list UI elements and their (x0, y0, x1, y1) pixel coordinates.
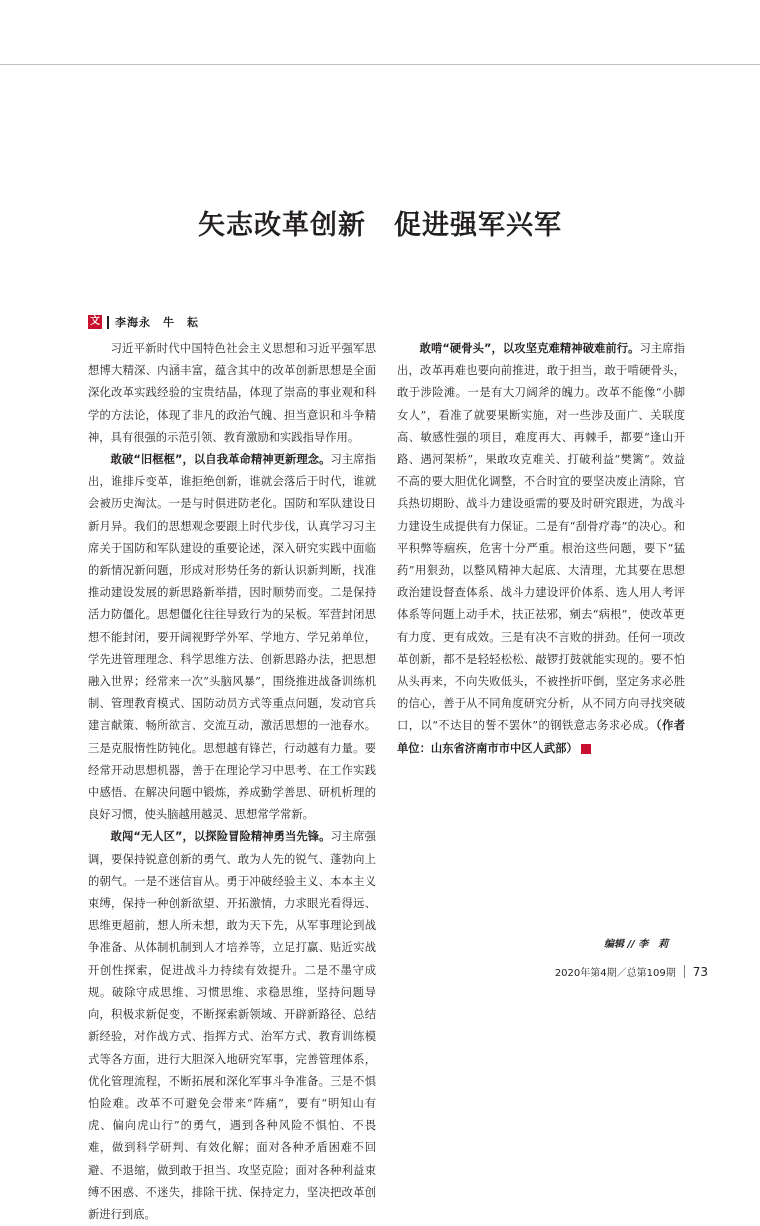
author-affiliation: （作者单位：山东省济南市市中区人武部） (397, 719, 685, 755)
page-footer (555, 964, 708, 979)
byline-tag: 文 (90, 316, 100, 327)
byline-divider (107, 316, 109, 329)
page-number: 73 (692, 964, 708, 979)
section-3-paragraph (397, 338, 685, 760)
article-title: 矢志改革创新 促进强军兴军 (198, 210, 562, 241)
header-rule (0, 64, 760, 65)
byline (88, 314, 199, 330)
section-1-paragraph (88, 449, 376, 826)
section-3-lead: 敢啃“硬骨头”，以攻坚克难精神破难前行。 (419, 342, 640, 355)
byline-authors: 李海永 牛 耘 (115, 316, 199, 329)
section-3-text: 习主席指出，改革再难也要向前推进，敢于担当，敢于啃硬骨头，敢于涉险滩。一是有大刀阔斧的魄力。改革不能像“小脚女人”，看准了就要果断实施，对一些涉及面广、关联度高、敏感性强的项目，难度再大、再棘手，都要“逢山开路、遇河架桥”，果敢攻克难关、打破利益“樊篱”。效益不高的要大胆优化调整，不合时宜的要坚决废止清除，官兵热切期盼、战斗力建设亟需的要及时研究跟进，为战斗力建设生成提供有力保证。二是有“刮骨疗毒”的决心。和平积弊等痼疾，危害十分严重。根治这些问题，要下“猛药”用狠劲，以整风精神大起底、大清理，尤其要在思想政治建设督查体系、战斗力建设评价体系、选人用人考评体系等问题上动手术，扶正祛邪，剜去“病根”，使改革更有力度、更有成效。三是有决不言败的拼劲。任何一项改革创新，都不是轻轻松松、敲锣打鼓就能实现的。要不怕从头再来，不向失败低头，不被挫折吓倒，坚定务求必胜的信心，善于从不同角度研究分析，从不同方向寻找突破口，以“不达目的誓不罢休”的钢铁意志务求必成。 (397, 342, 685, 733)
section-2-lead: 敢闯“无人区”，以探险冒险精神勇当先锋。 (110, 830, 331, 844)
section-1-lead: 敢破“旧框框”，以自我革命精神更新理念。 (110, 453, 331, 467)
issue-info: 2020年第4期／总第109期 (554, 968, 676, 979)
end-mark-icon: G (581, 744, 591, 754)
section-2-text: 习主席强调，要保持锐意创新的勇气、敢为人先的锐气、蓬勃向上的朝气。一是不迷信盲从。勇于冲破经验主义、本本主义束缚，保持一种创新欲望、开拓激情，力求眼光看得远、思维更超前，想人所未想，敢为天下先，从军事理论到战争准备、从体制机制到人才培养等，立足打赢、贴近实战开创性探索，促进战斗力持续有效提升。二是不墨守成规。破除守成思维、习惯思维、求稳思维，坚持问题导向，积极求新促变，不断探索新领域、开辟新路径、总结新经验，对作战方式、指挥方式、治军方式、教育训练模式等各方面，进行大胆深入地研究军事，完善管理体系，优化管理流程，不断拓展和深化军事斗争准备。三是不惧怕险难。改革不可避免会带来“阵痛”，要有“明知山有虎、偏向虎山行”的勇气，遇到各种风险不惧怕、不畏难，做到科学研判、有效化解；面对各种矛盾困难不回避、不退缩，做到敢于担当、攻坚克险；面对各种利益束缚不困惑、不迷失，排除干扰、保持定力，坚决把改革创新进行到底。 (88, 830, 376, 1221)
section-2-paragraph (88, 826, 376, 1226)
text-column-right (397, 338, 685, 760)
editor-credit: 编辑 // 李 莉 (604, 939, 669, 950)
section-1-text: 习主席指出，谁排斥变革，谁拒绝创新，谁就会落后于时代，谁就会被历史淘汰。一是与时俱进防老化。国防和军队建设日新月异。我们的思想观念要跟上时代步伐，认真学习习主席关于国防和军队建设的重要论述，深入研究实践中面临的新情况新问题，形成对形势任务的新认识新判断，找准推动建设发展的新思路新举措，因时顺势而变。二是保持活力防僵化。思想僵化往往导致行为的呆板。军营封闭思想不能封闭，要开阔视野学外军、学地方、学兄弟单位，学先进管理理念、科学思维方法、创新思路办法，把思想融入世界；经常来一次“头脑风暴”，围绕推进战备训练机制、管理教育模式、国防动员方式等重点问题，发动官兵建言献策、畅所欲言、交流互动，激活思想的一池春水。三是克服惰性防钝化。思想越有锋芒，行动越有力量。要经常开动思想机器，善于在理论学习中思考、在工作实践中感悟、在解决问题中锻炼，养成勤学善思、研机析理的良好习惯，使头脑越用越灵、思想常学常新。 (88, 453, 376, 822)
intro-paragraph: 习近平新时代中国特色社会主义思想和习近平强军思想博大精深、内涵丰富，蕴含其中的改革创新思想是全面深化改革实践经验的宝贵结晶，体现了崇高的事业观和科学的方法论，体现了非凡的政治气魄、担当意识和斗争精神，具有很强的示范引领、教育激励和实践指导作用。 (88, 342, 376, 444)
text-column-left (88, 338, 376, 1226)
footer-divider (684, 965, 685, 978)
